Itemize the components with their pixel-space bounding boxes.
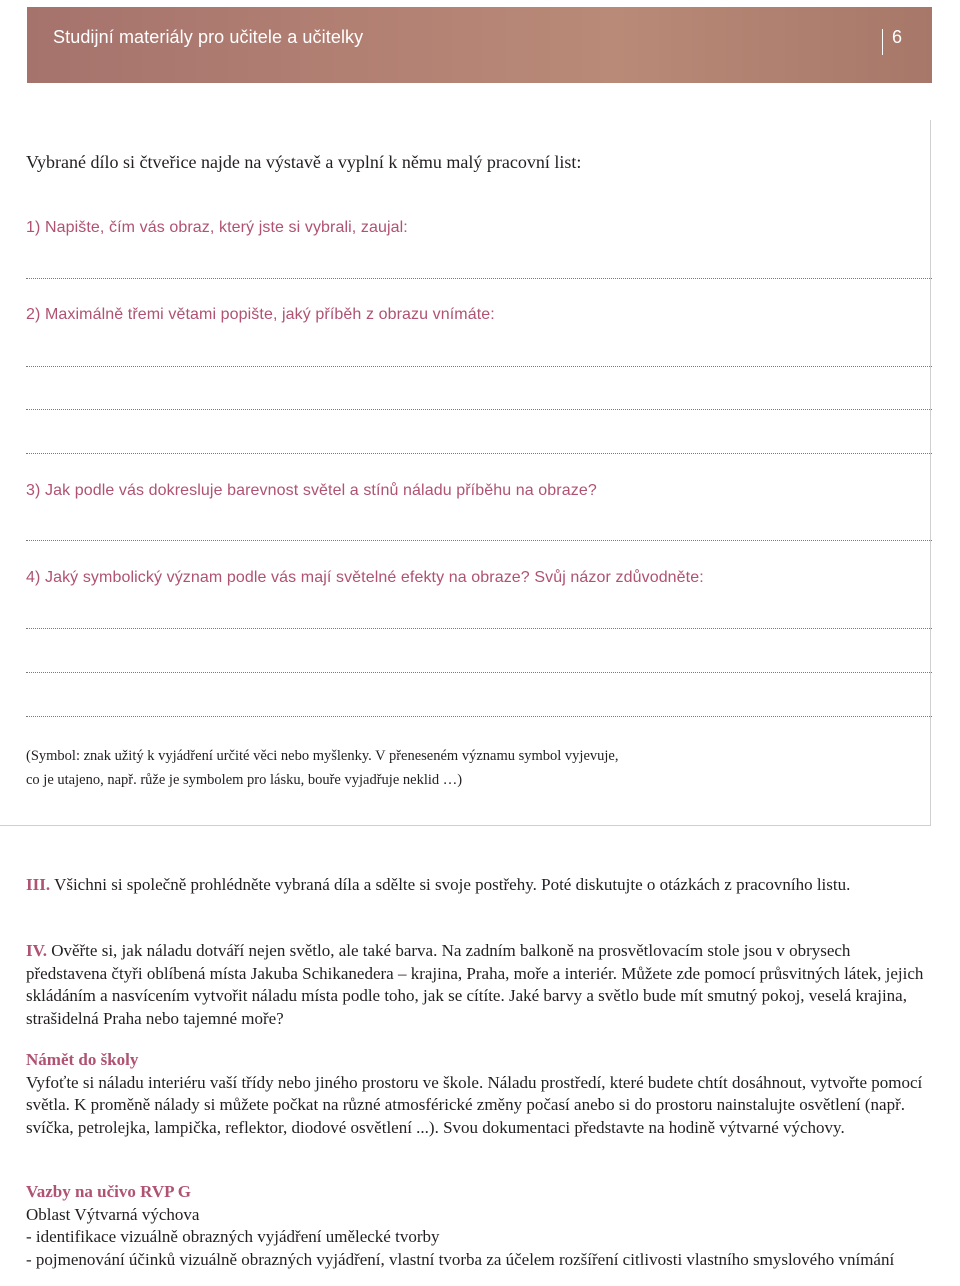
section-4-text: Na zadním balkoně na prosvětlovacím stole jsou v obrysech představena čtyři oblíbená místa Jakuba Schikanedera – krajina, Praha, moře a interiér. Můžete zde pomocí průsvitných látek, jejich skládáním a nasvícením vytvořit náladu místa podle toho, jak se cítíte. Jaké barvy a světlo bude mít smutný pokoj, veselá krajina, strašidelná Praha nebo tajemné moře? [26, 941, 924, 1028]
section-4-label: IV. [26, 941, 47, 960]
answer-line[interactable] [26, 540, 932, 541]
answer-line[interactable] [26, 453, 932, 454]
school-tip-heading: Námět do školy [26, 1050, 139, 1069]
symbol-note-line: co je utajeno, např. růže je symbolem pro lásku, bouře vyjadřuje neklid …) [26, 772, 463, 788]
answer-line[interactable] [26, 716, 932, 717]
answer-line[interactable] [26, 278, 932, 279]
school-tip-text: Vyfoťte si náladu interiéru vaší třídy nebo jiného prostoru ve škole. Náladu prostředí, které budete chtít dosáhnout, vytvořte pomocí světla. K proměně nálady si můžete počkat na různé atmosférické změny počasí anebo si do prostoru nainstalujte osvětlení (např. svíčka, petrolejka, lampička, reflektor, diodové osvětlení ...). Svou dokumentaci představte na hodině výtvarné výchovy. [26, 1072, 923, 1137]
page-number: 6 [892, 27, 903, 47]
section-3-text: Všichni si společně prohlédněte vybraná díla a sdělte si svoje postřehy. Poté diskutujte o otázkách z pracovního listu. [54, 875, 851, 894]
question-4: 4) Jaký symbolický význam podle vás mají světelné efekty na obraze? Svůj názor zdůvodněte: [26, 569, 704, 586]
answer-line[interactable] [26, 672, 932, 673]
question-2: 2) Maximálně třemi větami popište, jaký příběh z obrazu vnímáte: [26, 306, 495, 323]
symbol-note-line: (Symbol: znak užitý k vyjádření určité věci nebo myšlenky. V přeneseném významu symbol vyjevuje, [26, 748, 619, 764]
section-3 [26, 874, 931, 897]
header-divider [882, 29, 883, 55]
answer-line[interactable] [26, 409, 932, 410]
question-1: 1) Napište, čím vás obraz, který jste si vybrali, zaujal: [26, 219, 408, 236]
answer-line[interactable] [26, 366, 932, 367]
rvp-links [26, 1181, 931, 1271]
rvp-item: - identifikace vizuálně obrazných vyjádření umělecké tvorby [26, 1227, 440, 1246]
page-header [27, 7, 932, 83]
header-title: Studijní materiály pro učitele a učitelky [53, 27, 364, 47]
school-tip [26, 1049, 931, 1139]
symbol-note [26, 744, 786, 792]
section-4 [26, 940, 931, 1030]
section-4-lead: Ověřte si, jak náladu dotváří nejen světlo, ale také barva. [51, 941, 438, 960]
rvp-heading: Vazby na učivo RVP G [26, 1182, 192, 1201]
answer-line[interactable] [26, 628, 932, 629]
section-3-label: III. [26, 875, 51, 894]
rvp-area: Oblast Výtvarná výchova [26, 1204, 200, 1224]
worksheet-intro: Vybrané dílo si čtveřice najde na výstavě a vyplní k němu malý pracovní list: [26, 152, 582, 172]
rvp-item: - pojmenování účinků vizuálně obrazných vyjádření, vlastní tvorba za účelem rozšíření citlivosti vlastního smyslového vnímání [26, 1249, 895, 1269]
question-3: 3) Jak podle vás dokresluje barevnost světel a stínů náladu příběhu na obraze? [26, 482, 597, 499]
